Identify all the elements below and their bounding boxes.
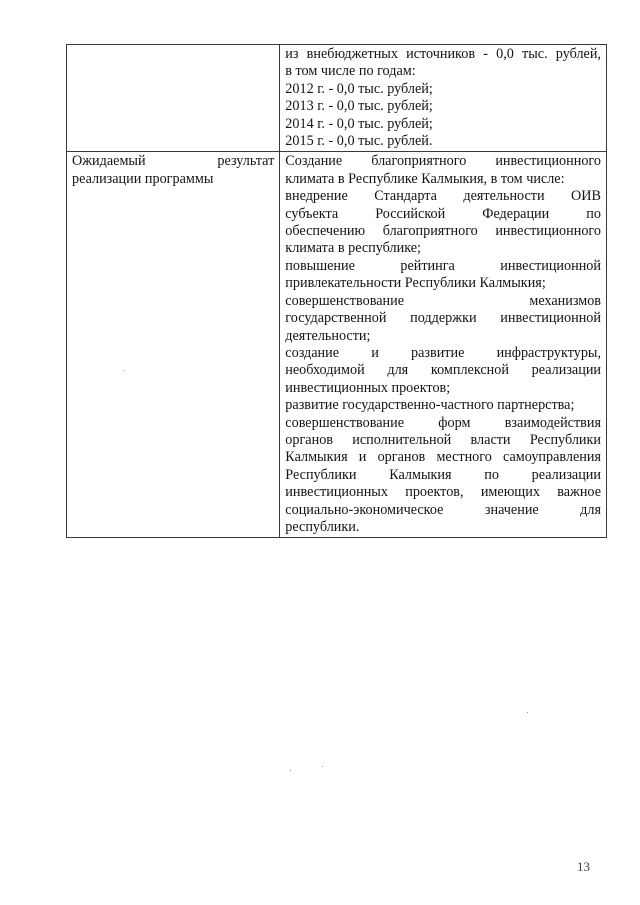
table-row-funding bbox=[67, 45, 607, 152]
row2-right-cell bbox=[280, 152, 607, 538]
result-line: привлекательности Республики Калмыкия; bbox=[285, 275, 546, 292]
funding-line: 2014 г. - 0,0 тыс. рублей; bbox=[285, 115, 433, 132]
result-line: Создание благоприятного инвестиционного bbox=[285, 153, 601, 170]
scan-speck bbox=[322, 766, 323, 767]
result-line: развитие государственно-частного партнерства; bbox=[285, 397, 575, 414]
row1-right-cell bbox=[280, 45, 607, 152]
funding-line: 2012 г. - 0,0 тыс. рублей; bbox=[285, 80, 433, 97]
result-line: климата в республике; bbox=[285, 240, 421, 257]
result-line: внедрение Стандарта деятельности ОИВ bbox=[285, 188, 601, 205]
result-line: необходимой для комплексной реализации bbox=[285, 362, 601, 379]
scan-speck bbox=[290, 770, 291, 771]
program-passport-table bbox=[66, 44, 607, 538]
funding-line: 2015 г. - 0,0 тыс. рублей. bbox=[285, 133, 433, 150]
result-line: государственной поддержки инвестиционной bbox=[285, 310, 601, 327]
result-line: создание и развитие инфраструктуры, bbox=[285, 344, 601, 361]
row2-left-cell bbox=[67, 152, 280, 538]
result-line: деятельности; bbox=[285, 327, 371, 344]
result-line: совершенствование форм взаимодействия bbox=[285, 414, 601, 431]
result-line: совершенствование механизмов bbox=[285, 292, 601, 309]
row-heading-line: реализации программы bbox=[72, 170, 214, 187]
funding-line: 2013 г. - 0,0 тыс. рублей; bbox=[285, 98, 433, 115]
result-line: Республики Калмыкия по реализации bbox=[285, 466, 601, 483]
result-line: социально-экономическое значение для bbox=[285, 501, 601, 518]
scan-speck bbox=[527, 712, 528, 713]
result-line: климата в Республике Калмыкия, в том числе: bbox=[285, 170, 565, 187]
result-line: республики. bbox=[285, 518, 360, 535]
result-line: инвестиционных проектов; bbox=[285, 379, 451, 396]
scan-speck bbox=[124, 370, 125, 371]
row1-left-cell bbox=[67, 45, 280, 152]
page-number: 13 bbox=[577, 859, 590, 874]
result-line: субъекта Российской Федерации по bbox=[285, 205, 601, 222]
table-row-expected-result bbox=[67, 152, 607, 538]
result-line: повышение рейтинга инвестиционной bbox=[285, 257, 601, 274]
result-line: Калмыкия и органов местного самоуправления bbox=[285, 449, 601, 466]
row-heading-line: Ожидаемый результат bbox=[72, 153, 275, 170]
funding-line: в том числе по годам: bbox=[285, 63, 416, 80]
result-line: обеспечению благоприятного инвестиционного bbox=[285, 223, 601, 240]
result-line: органов исполнительной власти Республики bbox=[285, 431, 601, 448]
result-line: инвестиционных проектов, имеющих важное bbox=[285, 484, 601, 501]
funding-line: из внебюджетных источников - 0,0 тыс. рублей, bbox=[285, 46, 601, 62]
